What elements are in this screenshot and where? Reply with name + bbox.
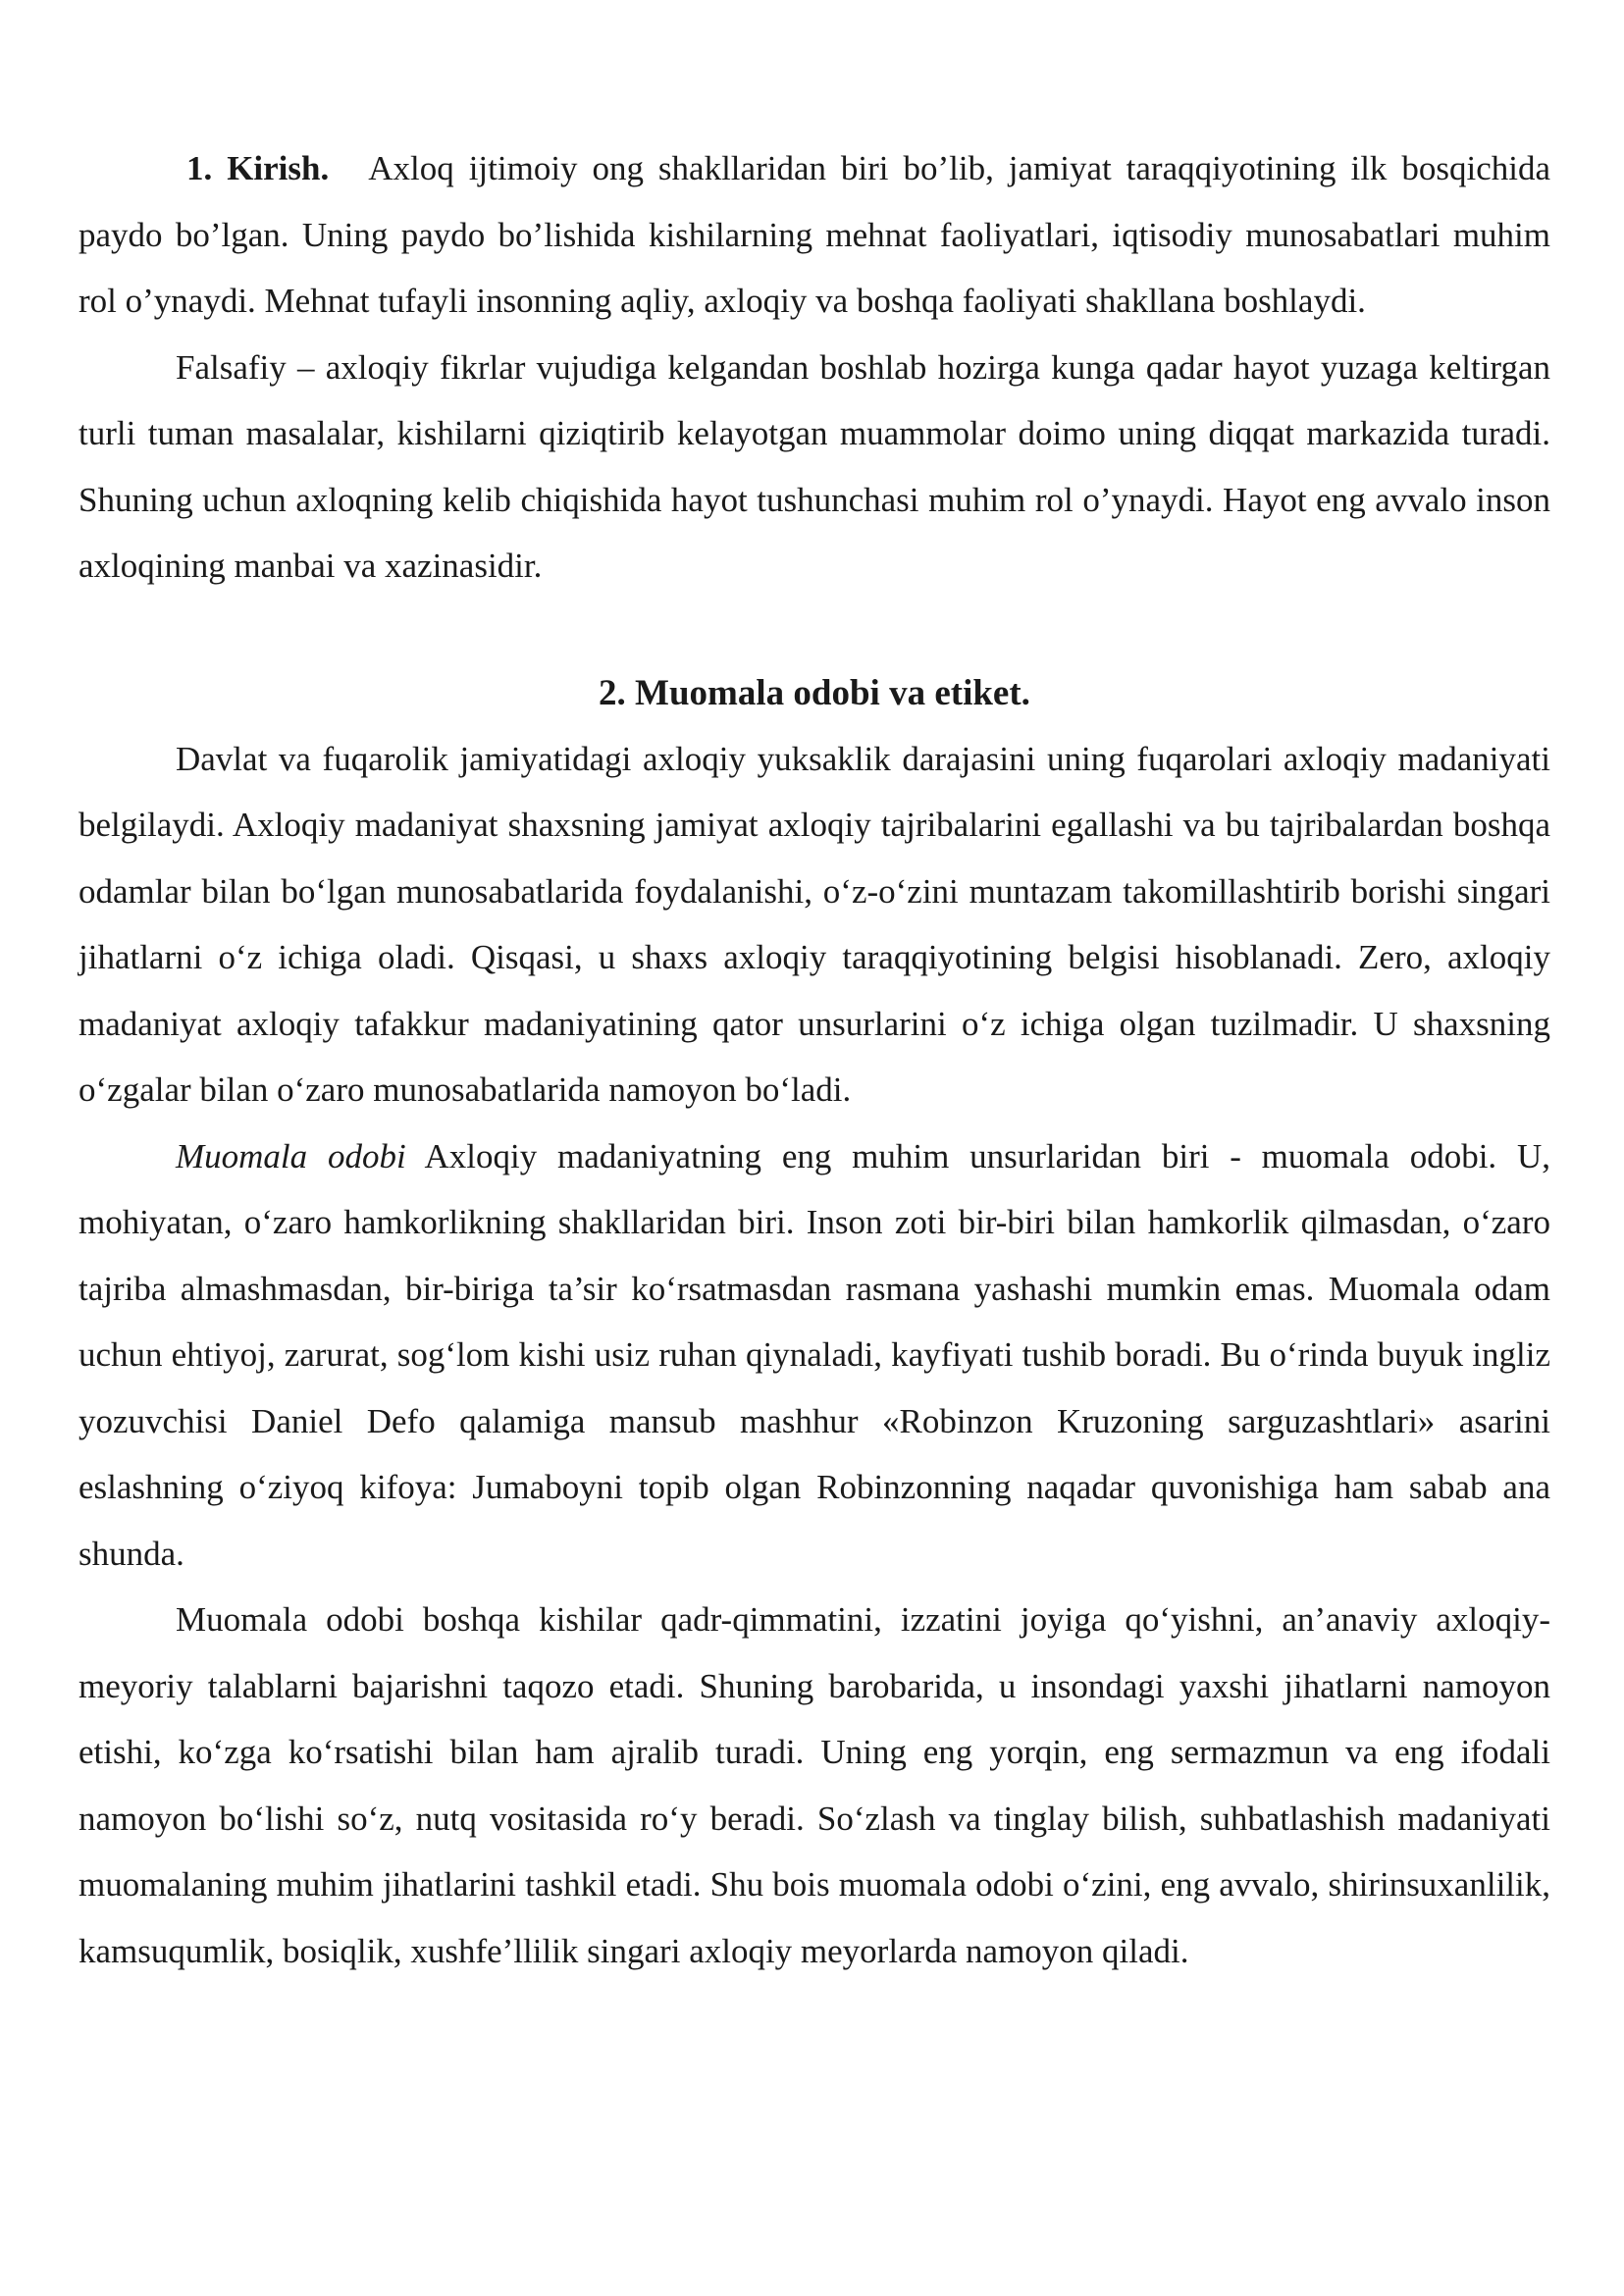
communication-paragraph-text: Axloqiy madaniyatning eng muhim unsurlaridan biri - muomala odobi. U, mohiyatan, o‘zaro hamkorlikning shakllaridan biri. Inson zoti bir-biri bilan hamkorlik qilmasdan, o‘zaro tajriba almashmasdan, bir-biriga ta’sir ko‘rsatmasdan rasmana yashashi mumkin emas. Muomala odam uchun ehtiyoj, zarurat, sog‘lom kishi usiz ruhan qiynaladi, kayfiyati tushib boradi. Bu o‘rinda buyuk ingliz yozuvchisi Daniel Defo qalamiga mansub mashhur «Robinzon Kruzoning sarguzashtlari» asarini eslashning o‘ziyoq kifoya: Jumaboyni topib olgan Robinzonning naqadar quvonishiga ham sabab ana shunda. (79, 1136, 1550, 1573)
intro-paragraph-text: Axloq ijtimoiy ong shakllaridan biri bo’lib, jamiyat taraqqiyotining ilk bosqichida paydo bo’lgan. Uning paydo bo’lishida kishilarning mehnat faoliyatlari, iqtisodiy munosabatlari muhim rol o’ynaydi. Mehnat tufayli insonning aqliy, axloqiy va boshqa faoliyati shakllana boshlaydi. (79, 149, 1550, 320)
intro-paragraph (79, 135, 1550, 335)
section-title-kirish: Kirish. (227, 149, 330, 187)
document-page (79, 135, 1550, 1984)
emphasized-term: Muomala odobi (176, 1136, 406, 1175)
philosophy-paragraph: Falsafiy – axloqiy fikrlar vujudiga kelgandan boshlab hozirga kunga qadar hayot yuzaga keltirgan turli tuman masalalar, kishilarni qiziqtirib kelayotgan muammolar doimo uning diqqat markazida turadi. Shuning uchun axloqning kelib chiqishida hayot tushunchasi muhim rol o’ynaydi. Hayot eng avvalo inson axloqining manbai va xazinasidir. (79, 347, 1550, 585)
section-title-etiquette: 2. Muomala odobi va etiket. (599, 672, 1030, 713)
etiquette-paragraph: Muomala odobi boshqa kishilar qadr-qimmatini, izzatini joyiga qo‘yishni, an’anaviy axloqiy-meyoriy talablarni bajarishni taqozo etadi. Shuning barobarida, u insondagi yaxshi jihatlarni namoyon etishi, ko‘zga ko‘rsatishi bilan ham ajralib turadi. Uning eng yorqin, eng sermazmun va eng ifodali namoyon bo‘lishi so‘z, nutq vositasida ro‘y beradi. So‘zlash va tinglay bilish, suhbatlashish madaniyati muomalaning muhim jihatlarini tashkil etadi. Shu bois muomala odobi o‘zini, eng avvalo, shirinsuxanlilik, kamsuqumlik, bosiqlik, xushfe’llilik singari axloqiy meyorlarda namoyon qiladi. (79, 1600, 1550, 1970)
culture-paragraph: Davlat va fuqarolik jamiyatidagi axloqiy yuksaklik darajasini uning fuqarolari axloqiy madaniyati belgilaydi. Axloqiy madaniyat shaxsning jamiyat axloqiy tajribalarini egallashi va bu tajribalardan boshqa odamlar bilan bo‘lgan munosabatlarida foydalanishi, o‘z-o‘zini muntazam takomillashtirib borishi singari jihatlarni o‘z ichiga oladi. Qisqasi, u shaxs axloqiy taraqqiyotining belgisi hisoblanadi. Zero, axloqiy madaniyat axloqiy tafakkur madaniyatining qator unsurlarini o‘z ichiga olgan tuzilmadir. U shaxsning o‘zgalar bilan o‘zaro munosabatlarida namoyon bo‘ladi. (79, 739, 1550, 1109)
communication-paragraph (79, 1123, 1550, 1588)
section-number: 1. (186, 149, 213, 187)
